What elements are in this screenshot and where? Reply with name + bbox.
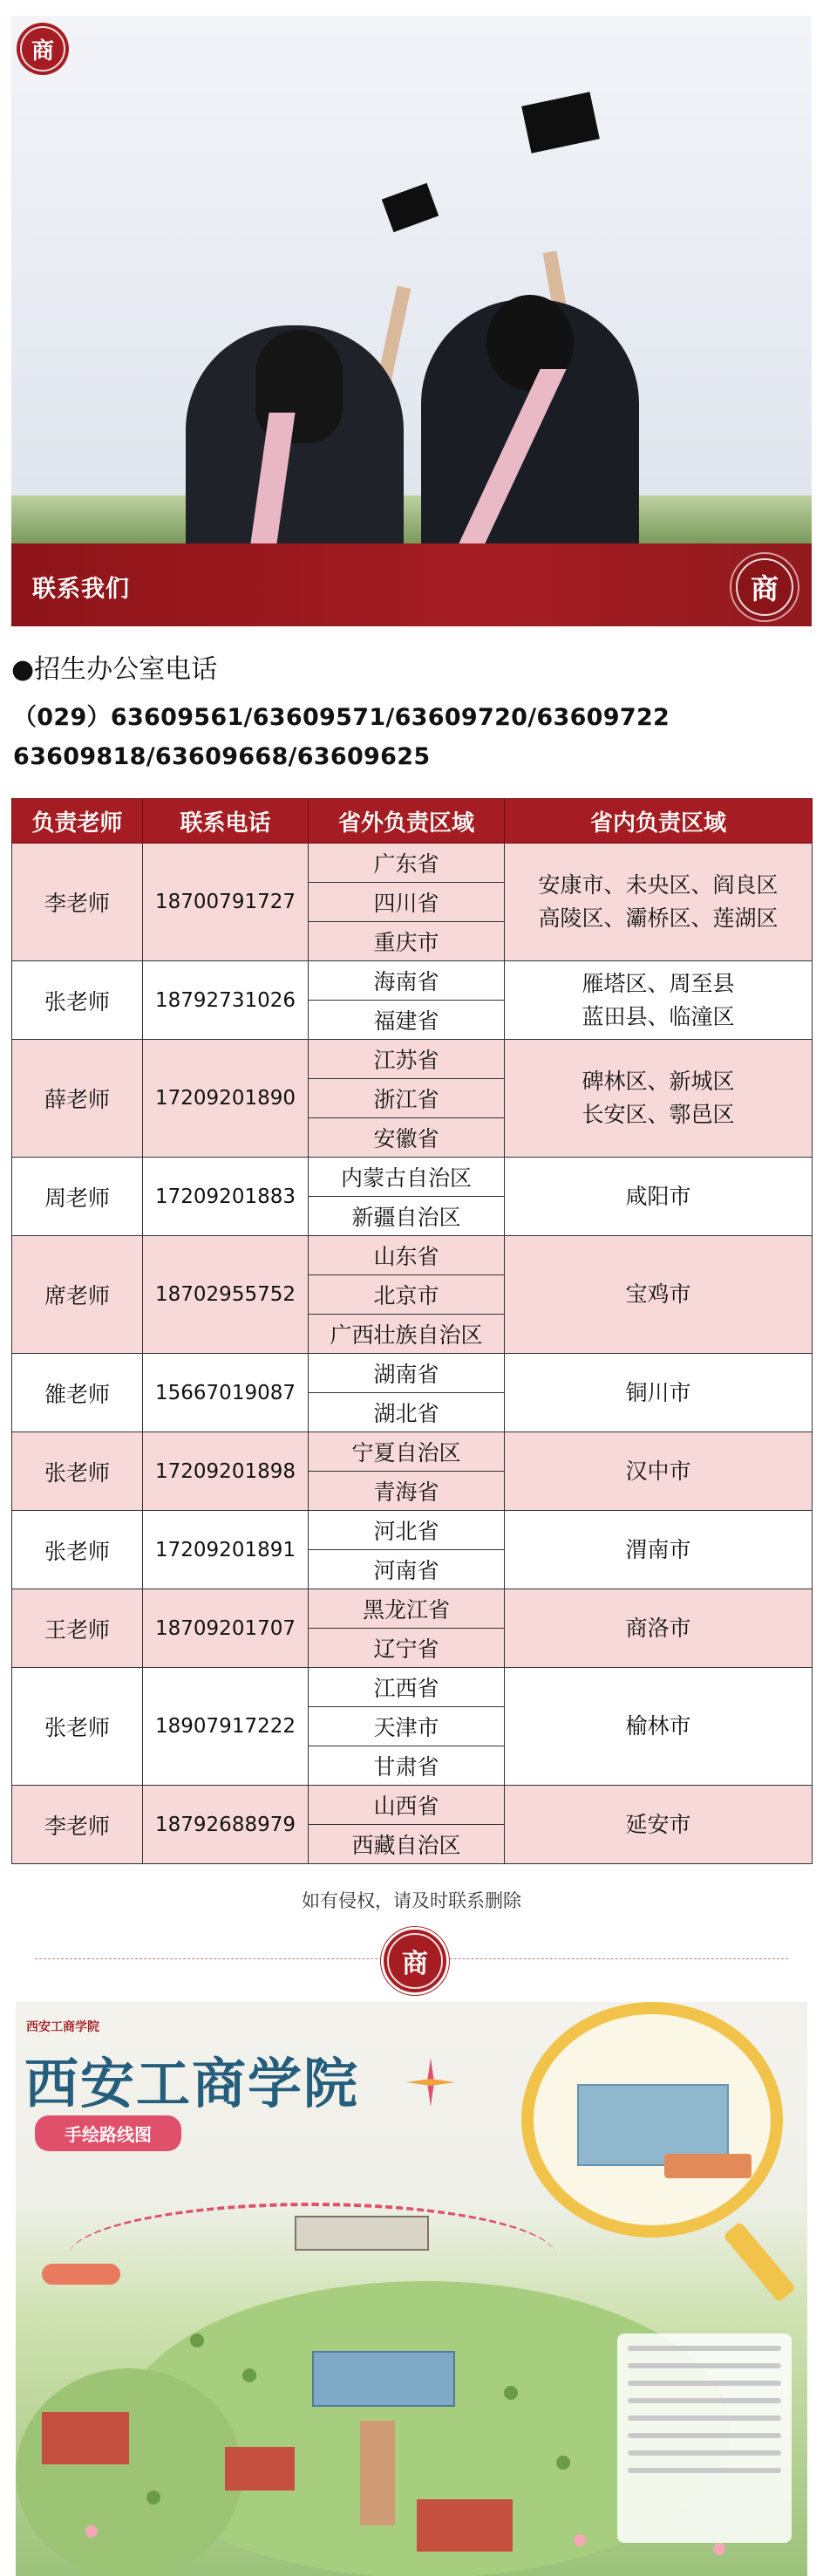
local-region — [505, 1432, 813, 1511]
outer-province: 重庆市 — [309, 922, 505, 961]
local-region-line: 雁塔区、周至县 — [582, 970, 735, 996]
graduation-cap-image — [521, 92, 600, 153]
outer-province: 内蒙古自治区 — [309, 1158, 505, 1197]
table-row — [12, 961, 813, 1001]
copyright-note: 如有侵权，请及时联系删除 — [302, 1890, 521, 1911]
teacher-name: 张老师 — [12, 1511, 143, 1589]
teacher-name: 周老师 — [12, 1158, 143, 1236]
table-row — [12, 1040, 813, 1079]
outer-province: 河南省 — [309, 1550, 505, 1589]
teacher-name: 王老师 — [12, 1589, 143, 1668]
outer-province: 湖南省 — [309, 1354, 505, 1393]
outer-province: 安徽省 — [309, 1118, 505, 1158]
teacher-name: 张老师 — [12, 961, 143, 1040]
office-phone-numbers[interactable]: （029）63609561/63609571/63609720/63609722 — [13, 704, 670, 731]
compass-icon — [405, 2056, 457, 2108]
local-region-line: 蓝田县、临潼区 — [582, 1003, 735, 1029]
outer-province: 江苏省 — [309, 1040, 505, 1079]
outer-province: 新疆自治区 — [309, 1197, 505, 1236]
route-legend-panel — [617, 2333, 792, 2543]
local-region — [505, 961, 813, 1040]
teacher-phone[interactable]: 17209201890 — [143, 1040, 309, 1158]
teacher-phone[interactable]: 18702955752 — [143, 1236, 309, 1354]
local-region — [505, 1354, 813, 1432]
teacher-phone[interactable]: 18792731026 — [143, 961, 309, 1040]
teacher-phone[interactable]: 17209201891 — [143, 1511, 309, 1589]
table-row — [12, 844, 813, 883]
local-region-line: 铜川市 — [625, 1379, 691, 1405]
map-title: 西安工商学院 — [24, 2052, 360, 2115]
column-header: 联系电话 — [143, 799, 309, 844]
landmark-illustration — [417, 2499, 513, 2552]
outer-province: 四川省 — [309, 883, 505, 922]
column-header: 负责老师 — [12, 799, 143, 844]
outer-province: 北京市 — [309, 1275, 505, 1315]
outer-province: 黑龙江省 — [309, 1589, 505, 1629]
local-region-line: 高陵区、灞桥区、莲湖区 — [538, 905, 779, 931]
table-row — [12, 1668, 813, 1707]
local-region — [505, 1786, 813, 1864]
local-region-line: 榆林市 — [625, 1713, 691, 1739]
outer-province: 广西壮族自治区 — [309, 1315, 505, 1354]
teacher-phone[interactable]: 18792688979 — [143, 1786, 309, 1864]
outer-province: 青海省 — [309, 1472, 505, 1511]
local-region-line: 汉中市 — [625, 1458, 691, 1484]
airplane-icon — [42, 2264, 120, 2285]
hero-graduation-photo — [11, 16, 812, 543]
column-header: 省内负责区域 — [505, 799, 813, 844]
outer-province: 山西省 — [309, 1786, 505, 1825]
local-region-line: 安康市、未央区、阎良区 — [538, 872, 779, 898]
magnifier-campus-gate-illustration — [521, 2002, 783, 2238]
college-seal-logo: 商 — [17, 23, 69, 75]
local-region-line: 宝鸡市 — [625, 1281, 691, 1307]
local-region — [505, 1668, 813, 1786]
local-region — [505, 1158, 813, 1236]
outer-province: 天津市 — [309, 1707, 505, 1746]
outer-province: 山东省 — [309, 1236, 505, 1275]
local-region — [505, 1589, 813, 1668]
local-region-line: 渭南市 — [625, 1536, 691, 1562]
table-row — [12, 1158, 813, 1197]
teacher-contact-table — [11, 798, 813, 1864]
outer-province: 西藏自治区 — [309, 1825, 505, 1864]
landmark-illustration — [42, 2412, 129, 2464]
local-region — [505, 1236, 813, 1354]
outer-province: 甘肃省 — [309, 1746, 505, 1786]
local-region — [505, 1511, 813, 1589]
outer-province: 江西省 — [309, 1668, 505, 1707]
outer-province: 辽宁省 — [309, 1629, 505, 1668]
outer-province: 湖北省 — [309, 1393, 505, 1432]
teacher-name: 席老师 — [12, 1236, 143, 1354]
teacher-phone[interactable]: 17209201883 — [143, 1158, 309, 1236]
teacher-name: 薛老师 — [12, 1040, 143, 1158]
teacher-name: 李老师 — [12, 844, 143, 961]
college-wordmark-logo: 西安工商学院 — [26, 2020, 99, 2034]
table-row — [12, 1786, 813, 1825]
teacher-phone[interactable]: 17209201898 — [143, 1432, 309, 1511]
teacher-name: 雒老师 — [12, 1354, 143, 1432]
teacher-name: 李老师 — [12, 1786, 143, 1864]
teacher-name: 张老师 — [12, 1668, 143, 1786]
office-phone-heading: ●招生办公室电话 — [11, 654, 218, 685]
campus-building-illustration — [312, 2351, 455, 2407]
local-region-line: 咸阳市 — [625, 1183, 691, 1209]
teacher-phone[interactable]: 18907917222 — [143, 1668, 309, 1786]
local-region-line: 长安区、鄠邑区 — [582, 1102, 735, 1127]
outer-province: 海南省 — [309, 961, 505, 1001]
college-seal-logo: 商 — [730, 552, 799, 622]
outer-province: 河北省 — [309, 1511, 505, 1550]
local-region — [505, 844, 813, 961]
outer-province: 广东省 — [309, 844, 505, 883]
teacher-name: 张老师 — [12, 1432, 143, 1511]
pagoda-illustration — [360, 2421, 395, 2525]
column-header: 省外负责区域 — [309, 799, 505, 844]
railway-station-illustration — [295, 2216, 429, 2251]
map-subtitle: 手绘路线图 — [35, 2115, 181, 2151]
local-region-line: 延安市 — [625, 1811, 691, 1837]
table-row — [12, 1511, 813, 1550]
outer-province: 浙江省 — [309, 1079, 505, 1118]
campus-route-map — [16, 2002, 807, 2576]
local-region — [505, 1040, 813, 1158]
local-region-line: 商洛市 — [625, 1615, 691, 1641]
section-title: 联系我们 — [32, 576, 130, 603]
local-region-line: 碑林区、新城区 — [582, 1069, 735, 1094]
office-phone-numbers[interactable]: 63609818/63609668/63609625 — [13, 743, 431, 770]
teacher-phone[interactable]: 15667019087 — [143, 1354, 309, 1432]
table-row — [12, 1589, 813, 1629]
table-header-row — [12, 799, 813, 844]
table-row — [12, 1236, 813, 1275]
college-seal-logo: 商 — [381, 1927, 449, 1995]
teacher-phone[interactable]: 18700791727 — [143, 844, 309, 961]
table-row — [12, 1354, 813, 1393]
contact-us-banner — [11, 543, 812, 626]
teacher-phone[interactable]: 18709201707 — [143, 1589, 309, 1668]
table-row — [12, 1432, 813, 1472]
outer-province: 宁夏自治区 — [309, 1432, 505, 1472]
landmark-illustration — [225, 2447, 295, 2491]
outer-province: 福建省 — [309, 1001, 505, 1040]
graduation-cap-image — [382, 183, 439, 232]
